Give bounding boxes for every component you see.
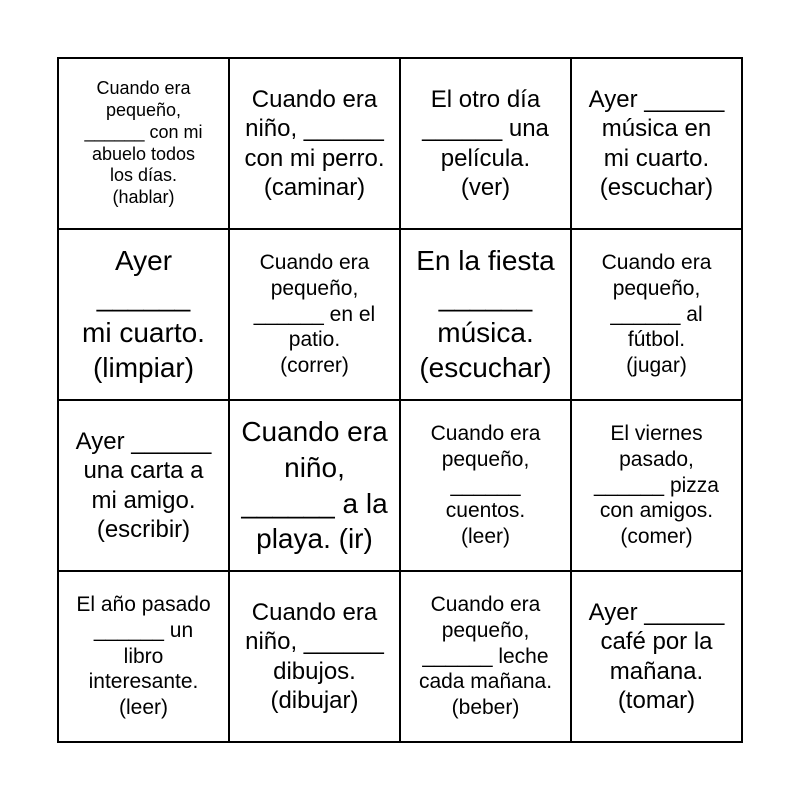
cell-text: Cuando era pequeño, ______ en el patio. (correr) [253,251,376,377]
cell-text: Cuando era niño, ______ a la playa. (ir) [241,415,388,555]
cell-text: Ayer ______ mi cuarto. (limpiar) [82,244,205,384]
cell-text: El otro día ______ una película. (ver) [422,85,549,201]
cell-text: Ayer ______ una carta a mi amigo. (escribir) [75,427,212,543]
cell-text: Cuando era pequeño, ______ cuentos. (leer) [430,422,541,548]
bingo-cell[interactable] [400,400,571,571]
cell-text: Cuando era niño, ______ dibujos. (dibujar) [245,598,384,714]
cell-text: Cuando era niño, ______ con mi perro. (caminar) [244,85,385,201]
cell-text: Cuando era pequeño, ______ con mi abuelo todos los días. (hablar) [84,77,203,208]
bingo-board [57,57,743,743]
bingo-cell[interactable] [571,229,742,400]
bingo-cell[interactable] [58,229,229,400]
bingo-cell[interactable] [229,400,400,571]
bingo-cell[interactable] [58,400,229,571]
cell-text: El año pasado ______ un libro interesante. (leer) [76,593,211,719]
bingo-cell[interactable] [58,571,229,742]
cell-text: Ayer ______ café por la mañana. (tomar) [588,598,725,714]
cell-text: El viernes pasado, ______ pizza con amigos. (comer) [594,422,719,548]
bingo-cell[interactable] [229,229,400,400]
bingo-cell[interactable] [571,58,742,229]
bingo-cell[interactable] [400,571,571,742]
cell-text: Cuando era pequeño, ______ leche cada mañana. (beber) [418,593,553,719]
cell-text: En la fiesta ______ música. (escuchar) [416,244,555,384]
cell-text: Cuando era pequeño, ______ al fútbol. (jugar) [601,251,712,377]
bingo-cell[interactable] [229,571,400,742]
cell-text: Ayer ______ música en mi cuarto. (escuchar) [588,85,725,201]
bingo-cell[interactable] [400,229,571,400]
bingo-cell[interactable] [400,58,571,229]
bingo-cell[interactable] [571,571,742,742]
bingo-cell[interactable] [571,400,742,571]
bingo-cell[interactable] [229,58,400,229]
bingo-cell[interactable] [58,58,229,229]
